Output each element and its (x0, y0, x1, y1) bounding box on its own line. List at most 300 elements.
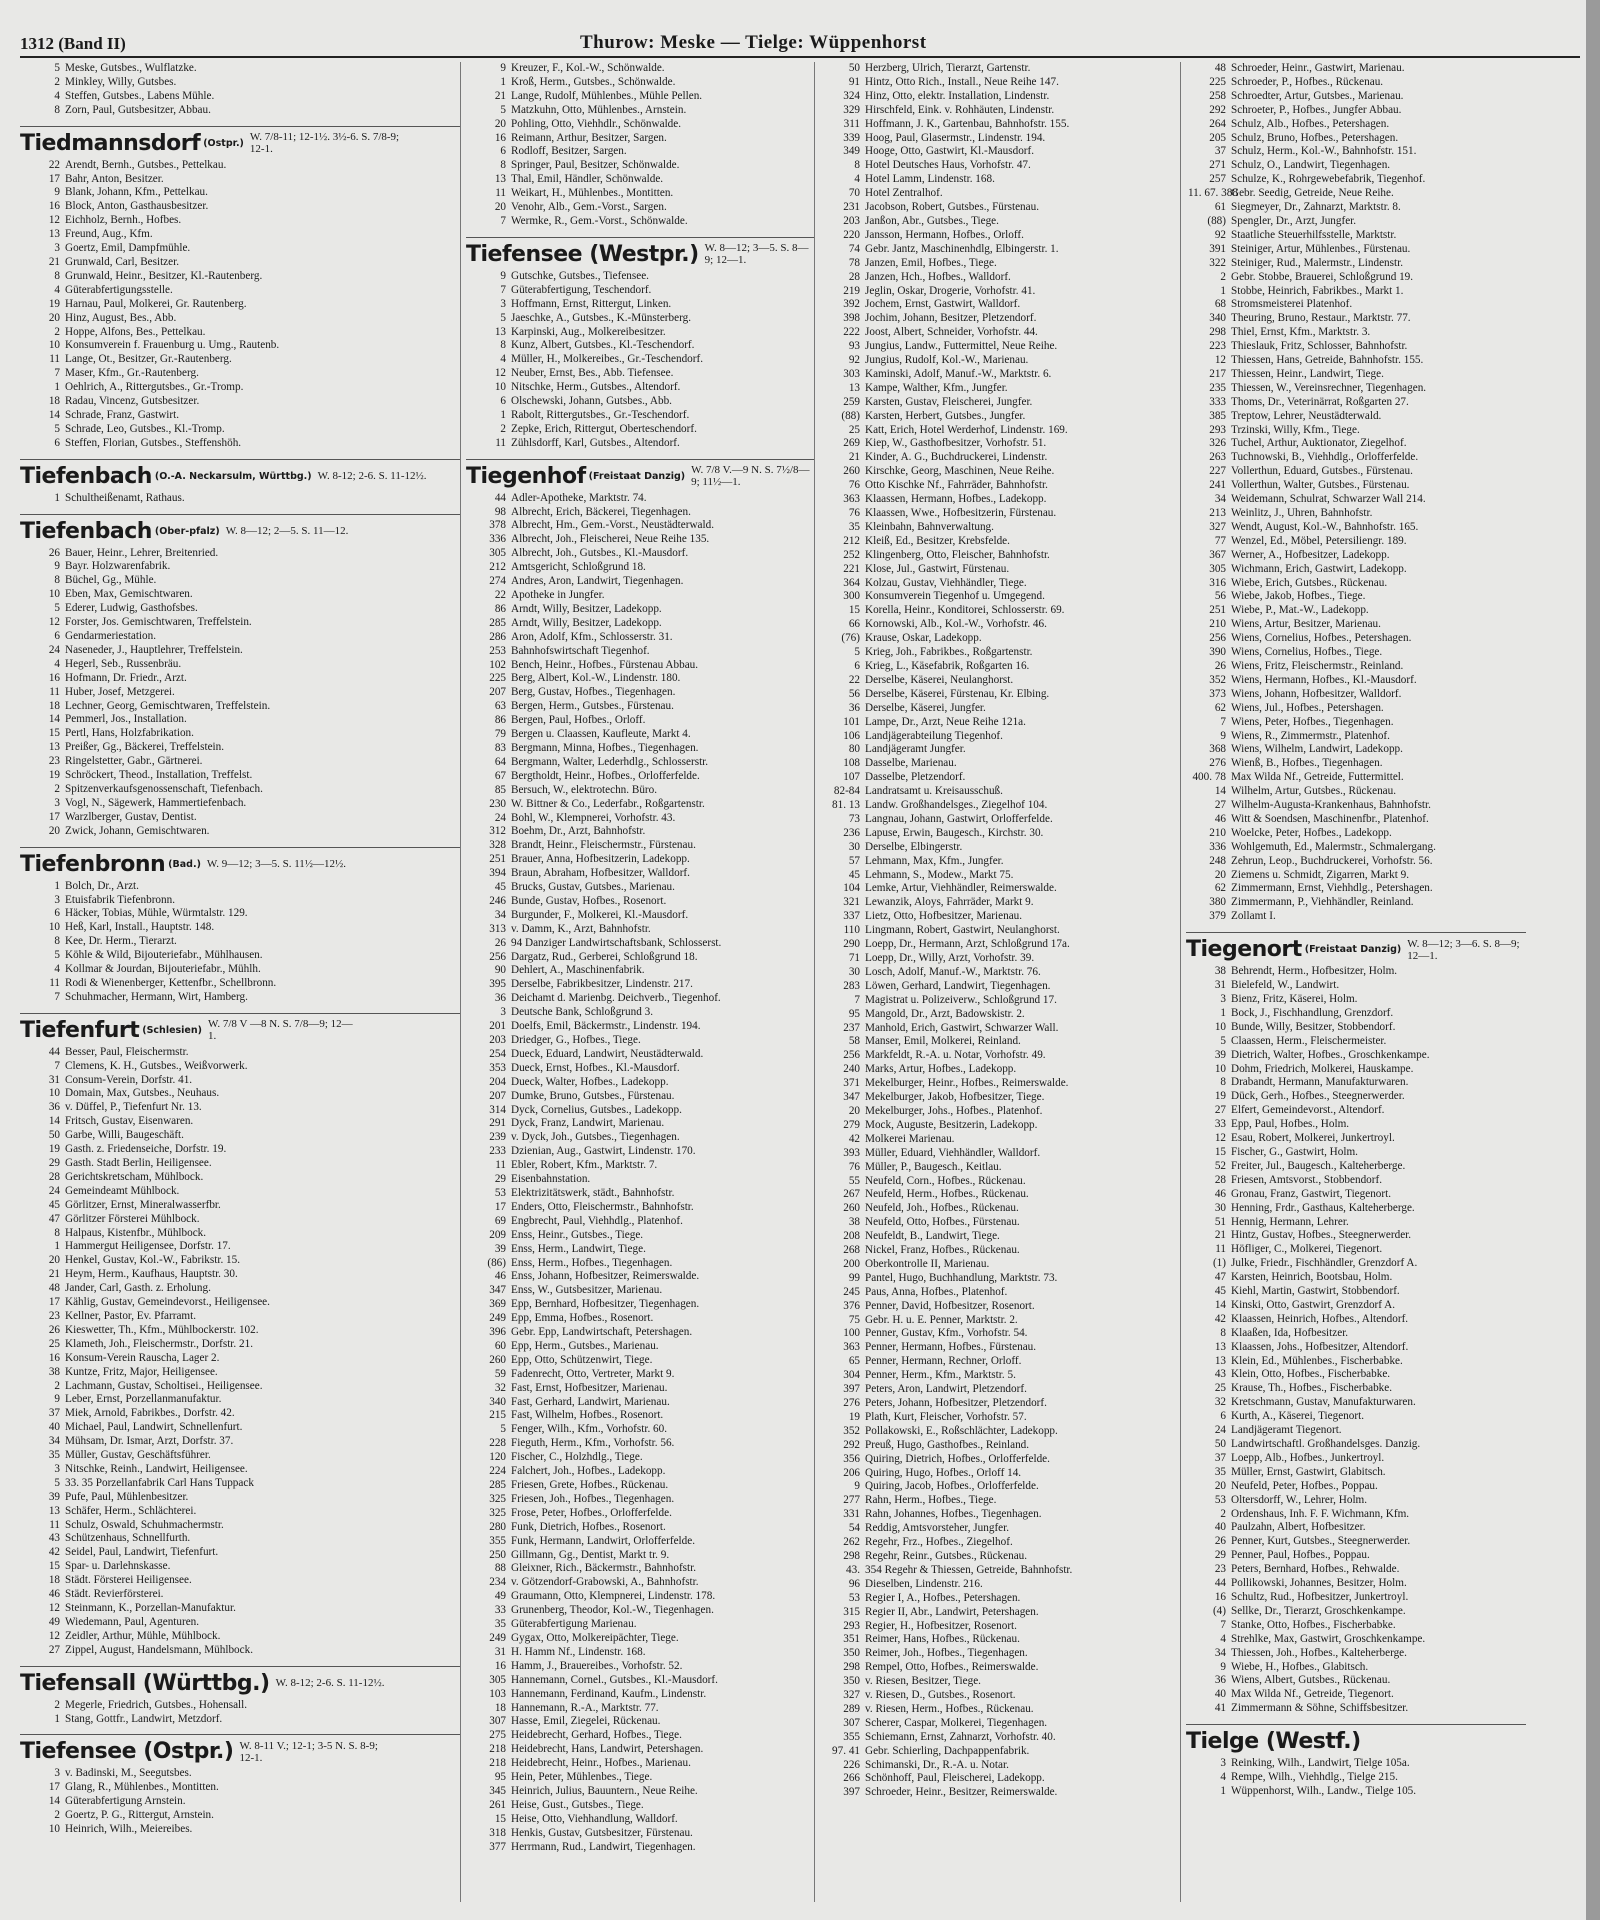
directory-entry (1186, 62, 1526, 76)
phone-number: 30 (1214, 1201, 1226, 1214)
directory-entry (820, 1480, 1180, 1494)
directory-entry (1186, 493, 1526, 507)
phone-number: 10 (48, 1087, 60, 1100)
phone-number: 29 (48, 1157, 60, 1169)
phone-number: (88) (1207, 214, 1226, 227)
phone-number: 237 (843, 1021, 860, 1034)
directory-entry (20, 284, 460, 298)
phone-number: 8 (54, 269, 60, 282)
subscriber-text: Bienz, Fritz, Käserei, Holm. (1231, 993, 1358, 1005)
directory-entry (820, 1745, 1180, 1759)
phone-number: 10 (48, 339, 60, 352)
subscriber-text: Max Wilda Nf., Getreide, Futtermittel. (1231, 771, 1404, 784)
directory-entry (820, 660, 1180, 674)
phone-number: 74 (848, 242, 860, 255)
phone-number: 5 (500, 1423, 506, 1436)
directory-entry (1186, 285, 1526, 299)
subscriber-text: Görlitzer, Ernst, Mineralwasserfbr. (65, 1198, 221, 1211)
directory-entry (820, 618, 1180, 632)
subscriber-text: Hooge, Otto, Gastwirt, Kl.-Mausdorf. (865, 145, 1035, 158)
phone-number: 261 (489, 1798, 506, 1811)
directory-entry (820, 1689, 1180, 1703)
subscriber-text: Blank, Johann, Kfm., Pettelkau. (65, 186, 208, 199)
subscriber-text: Epp, Emma, Hofbes., Rosenort. (511, 1312, 654, 1325)
phone-number: 23 (1214, 1563, 1226, 1576)
place-region: (Ober-pfalz) (154, 525, 220, 537)
phone-number: 76 (848, 507, 860, 519)
directory-entry (1186, 1285, 1526, 1299)
phone-number: 2 (54, 1698, 60, 1711)
directory-entry (1186, 1633, 1526, 1647)
phone-number: 45 (848, 868, 860, 881)
subscriber-text: v. Riesen, D., Gutsbes., Rosenort. (865, 1689, 1016, 1702)
subscriber-text: Mekelburger, Jakob, Hofbesitzer, Tiege. (865, 1091, 1045, 1104)
subscriber-text: Fast, Gerhard, Landwirt, Marienau. (511, 1395, 670, 1408)
phone-number: 316 (1209, 576, 1226, 589)
phone-number: 93 (848, 340, 860, 353)
phone-number: 12 (48, 616, 60, 629)
directory-entry (1186, 1452, 1526, 1466)
subscriber-text: Klaassen, Johs., Hofbesitzer, Altendorf. (1231, 1340, 1409, 1353)
directory-entry (20, 1213, 460, 1227)
subscriber-text: Epp, Paul, Hofbes., Holm. (1231, 1118, 1350, 1131)
directory-entry (1186, 1661, 1526, 1675)
subscriber-text: Kornowski, Alb., Kol.-W., Vorhofstr. 46. (865, 618, 1047, 631)
phone-number: 80 (848, 743, 860, 756)
directory-entry (20, 1046, 460, 1060)
subscriber-text: Güterabfertigung Marienau. (511, 1618, 637, 1631)
directory-entry (466, 1298, 814, 1312)
subscriber-text: Doelfs, Emil, Bäckermstr., Lindenstr. 194. (511, 1020, 701, 1033)
column-1 (20, 62, 461, 1902)
subscriber-text: Nickel, Franz, Hofbes., Rückenau. (865, 1244, 1020, 1257)
directory-entry (466, 1757, 814, 1771)
directory-entry (1186, 1785, 1526, 1799)
directory-entry (1186, 590, 1526, 604)
directory-entry (1186, 1771, 1526, 1785)
directory-entry (820, 312, 1180, 326)
phone-number: 315 (843, 1605, 860, 1618)
directory-entry (466, 1660, 814, 1674)
phone-number: 64 (494, 755, 506, 768)
phone-number: 8 (54, 574, 60, 587)
office-hours: W. 8-11 V.; 12-1; 3-5 N. S. 8-9; 12-1. (239, 1739, 378, 1764)
directory-entry (466, 867, 814, 881)
directory-entry (466, 1284, 814, 1298)
directory-entry (466, 603, 814, 617)
phone-number: 56 (1214, 590, 1226, 603)
directory-entry (1186, 382, 1526, 396)
phone-number: 82-84 (833, 785, 860, 798)
subscriber-text: Falchert, Joh., Hofbes., Ladekopp. (511, 1465, 666, 1478)
directory-entry (820, 1508, 1180, 1522)
directory-entry (1186, 1188, 1526, 1202)
subscriber-text: Katt, Erich, Hotel Werderhof, Lindenstr. 169. (865, 423, 1068, 436)
directory-entry (466, 1215, 814, 1229)
subscriber-text: Pemmerl, Jos., Installation. (65, 713, 187, 726)
phone-number: 364 (843, 576, 860, 589)
directory-entry (466, 1702, 814, 1716)
directory-entry (1186, 1299, 1526, 1313)
directory-entry (20, 991, 460, 1005)
place-name: Tiegenhof (466, 463, 586, 489)
directory-entry (1186, 979, 1526, 993)
phone-number: 11 (495, 436, 506, 449)
subscriber-text: Wüppenhorst, Wilh., Landw., Tielge 105. (1231, 1784, 1417, 1797)
directory-entry (820, 952, 1180, 966)
phone-number: 331 (843, 1508, 860, 1521)
subscriber-text: 354 Regehr & Thiessen, Getreide, Bahnhofstr. (865, 1563, 1073, 1576)
subscriber-text: Konsum-Verein Rauscha, Lager 2. (65, 1351, 220, 1364)
directory-entry (820, 229, 1180, 243)
phone-number: 48 (1214, 62, 1226, 74)
phone-number: 4 (54, 963, 60, 976)
directory-entry (1186, 1577, 1526, 1591)
subscriber-text: Molkerei Marienau. (865, 1132, 955, 1145)
directory-entry (466, 1423, 814, 1437)
directory-entry (466, 533, 814, 547)
phone-number: 203 (843, 214, 860, 227)
directory-entry (466, 1243, 814, 1257)
phone-number: 6 (500, 145, 506, 158)
phone-number: 204 (489, 1075, 506, 1088)
directory-entry (1186, 1438, 1526, 1452)
place-heading (20, 1666, 460, 1696)
phone-number: 31 (1214, 979, 1226, 992)
subscriber-text: Lampe, Dr., Arzt, Neue Reihe 121a. (865, 715, 1026, 728)
subscriber-text: Loepp, Alb., Hofbes., Junkertroyl. (1231, 1451, 1385, 1464)
subscriber-text: Hein, Peter, Mühlenbes., Tiege. (511, 1771, 653, 1784)
phone-number: 14 (48, 1115, 60, 1128)
directory-entry (20, 1491, 460, 1505)
phone-number: 14 (1214, 785, 1226, 798)
phone-number: 16 (48, 671, 60, 684)
directory-entry (20, 547, 460, 561)
subscriber-text: Henkis, Gustav, Gutsbesitzer, Fürstenau. (511, 1826, 693, 1839)
directory-entry (20, 256, 460, 270)
directory-entry (466, 1715, 814, 1729)
phone-number: 69 (494, 1214, 506, 1227)
phone-number: 212 (843, 534, 860, 547)
directory-entry (466, 1507, 814, 1521)
phone-number: 376 (843, 1299, 860, 1312)
subscriber-text: Landwirtschaftl. Großhandelsges. Danzig. (1231, 1438, 1421, 1450)
phone-number: 254 (489, 1047, 506, 1060)
phone-number: 286 (489, 630, 506, 643)
phone-number: 264 (1209, 117, 1226, 130)
subscriber-text: Fadenrecht, Otto, Vertreter, Markt 9. (511, 1367, 675, 1380)
directory-entry (820, 1606, 1180, 1620)
directory-entry (466, 728, 814, 742)
directory-entry (1186, 1396, 1526, 1410)
subscriber-text: Schroedter, Artur, Gutsbes., Marienau. (1231, 89, 1404, 102)
phone-number: 11 (49, 353, 60, 366)
phone-number: 1 (54, 1240, 60, 1253)
directory-entry (820, 1717, 1180, 1731)
phone-number: 380 (1209, 896, 1226, 909)
phone-number: 53 (494, 1186, 506, 1199)
subscriber-text: Behrendt, Herm., Hofbesitzer, Holm. (1231, 965, 1398, 978)
subscriber-text: Bock, J., Fischhandlung, Grenzdorf. (1231, 1006, 1394, 1019)
phone-number: 45 (48, 1198, 60, 1211)
directory-entry (20, 1463, 460, 1477)
phone-number: 205 (1209, 131, 1226, 144)
subscriber-text: Albrecht, Hm., Gem.-Vorst., Neustädterwald. (511, 519, 714, 532)
phone-number: 4 (500, 353, 506, 366)
place-heading (20, 459, 460, 489)
subscriber-text: Weinlitz, J., Uhren, Bahnhofstr. (1231, 507, 1373, 519)
phone-number: 101 (843, 715, 860, 728)
phone-number: 337 (843, 910, 860, 923)
directory-entry (466, 1117, 814, 1131)
phone-number: 285 (489, 616, 506, 629)
directory-entry (820, 145, 1180, 159)
directory-entry (1186, 965, 1526, 979)
directory-entry (1186, 1674, 1526, 1688)
directory-entry (466, 145, 814, 159)
subscriber-text: Amtsgericht, Schloßgrund 18. (511, 561, 646, 574)
subscriber-text: Tuchel, Arthur, Auktionator, Ziegelhof. (1231, 437, 1407, 450)
phone-number: 73 (848, 812, 860, 825)
subscriber-text: Derselbe, Elbingerstr. (865, 840, 963, 853)
subscriber-text: Schrade, Leo, Gutsbes., Kl.-Tromp. (65, 422, 225, 435)
directory-entry (466, 992, 814, 1006)
subscriber-text: Epp, Herm., Gutsbes., Marienau. (511, 1339, 659, 1352)
directory-entry (820, 1703, 1180, 1717)
subscriber-text: Wiens, Fritz, Fleischermstr., Reinland. (1231, 659, 1404, 672)
directory-entry (20, 755, 460, 769)
directory-entry (820, 1175, 1180, 1189)
phone-number: 15 (48, 727, 60, 740)
directory-entry (820, 535, 1180, 549)
subscriber-text: Zwick, Johann, Gemischtwaren. (65, 824, 210, 837)
directory-entry (466, 951, 814, 965)
phone-number: 11 (49, 1518, 60, 1531)
directory-entry (20, 658, 460, 672)
subscriber-text: Oberkontrolle II, Marienau. (865, 1257, 990, 1270)
subscriber-text: Schrade, Franz, Gastwirt. (65, 408, 180, 421)
subscriber-text: Kinski, Otto, Gastwirt, Grenzdorf A. (1231, 1298, 1396, 1311)
directory-entry (466, 1173, 814, 1187)
directory-entry (20, 560, 460, 574)
phone-number: 2 (54, 782, 60, 795)
phone-number: 46 (48, 1588, 60, 1601)
phone-number: 9 (1220, 1660, 1226, 1673)
phone-number: 5 (1220, 1034, 1226, 1047)
subscriber-text: Wiens, Wilhelm, Landwirt, Ladekopp. (1231, 743, 1403, 756)
phone-number: 24 (1214, 1424, 1226, 1437)
directory-entry (1186, 549, 1526, 563)
directory-entry (20, 200, 460, 214)
phone-number: 46 (494, 1270, 506, 1283)
subscriber-text: Dueck, Eduard, Landwirt, Neustädterwald. (511, 1047, 704, 1060)
phone-number: 248 (1209, 854, 1226, 867)
directory-entry (820, 577, 1180, 591)
phone-number: 26 (48, 546, 60, 559)
phone-number: 1 (1220, 1006, 1226, 1019)
phone-number: 95 (494, 1771, 506, 1784)
subscriber-text: Müller, P., Baugesch., Keitlau. (865, 1160, 1002, 1173)
phone-number: 276 (1209, 757, 1226, 770)
subscriber-text: Vogl, N., Sägewerk, Hammertiefenbach. (65, 796, 247, 809)
subscriber-text: Regier I, A., Hofbes., Petershagen. (865, 1591, 1021, 1604)
phone-number: 12 (48, 214, 60, 227)
phone-number: 305 (489, 1673, 506, 1686)
directory-entry (466, 1131, 814, 1145)
directory-entry (1186, 1257, 1526, 1271)
phone-number: 11 (49, 685, 60, 698)
phone-number: 40 (1214, 1521, 1226, 1534)
subscriber-text: Regehr, Frz., Hofbes., Ziegelhof. (865, 1536, 1013, 1549)
directory-entry (1186, 1563, 1526, 1577)
directory-entry (466, 104, 814, 118)
phone-number: 227 (1209, 465, 1226, 478)
subscriber-text: Jaeschke, A., Gutsbes., K.-Münsterberg. (511, 311, 692, 324)
phone-number: 305 (489, 547, 506, 560)
phone-number: 18 (48, 699, 60, 712)
directory-entry (466, 1104, 814, 1118)
directory-entry (820, 1425, 1180, 1439)
phone-number: 38 (1214, 965, 1226, 978)
subscriber-text: Krieg, L., Käsefabrik, Roßgarten 16. (865, 659, 1030, 672)
place-region: (O.-A. Neckarsulm, Württbg.) (154, 470, 312, 482)
phone-number: 275 (489, 1729, 506, 1742)
subscriber-text: Fenger, Wilh., Kfm., Vorhofstr. 60. (511, 1423, 668, 1436)
subscriber-text: Fast, Ernst, Hofbesitzer, Marienau. (511, 1381, 668, 1394)
subscriber-text: Schönhoff, Paul, Fleischerei, Ladekopp. (865, 1772, 1045, 1785)
subscriber-text: Kiehl, Martin, Gastwirt, Stobbendorf. (1231, 1285, 1400, 1298)
directory-entry (820, 1772, 1180, 1786)
phone-number: 210 (1209, 618, 1226, 631)
subscriber-text: Pollakowski, E., Roßschlächter, Ladekopp. (865, 1424, 1058, 1437)
subscriber-text: Magistrat u. Polizeiverw., Schloßgrund 17. (865, 993, 1057, 1006)
directory-entry (466, 1437, 814, 1451)
subscriber-text: Zepke, Erich, Rittergut, Oberteschendorf. (511, 422, 697, 435)
subscriber-text: Hegerl, Seb., Russenbräu. (65, 657, 182, 670)
phone-number: 36 (494, 992, 506, 1005)
subscriber-text: Heidebrecht, Heinr., Hofbes., Marienau. (511, 1757, 691, 1770)
directory-entry (1186, 507, 1526, 521)
phone-number: 78 (848, 256, 860, 269)
phone-number: 351 (843, 1633, 860, 1646)
subscriber-text: Dasselbe, Pletzendorf. (865, 771, 966, 784)
subscriber-text: Huber, Josef, Metzgerei. (65, 685, 175, 698)
directory-entry (20, 1074, 460, 1088)
subscriber-text: Eben, Max, Gemischtwaren. (65, 588, 193, 601)
directory-entry (466, 547, 814, 561)
directory-entry (1186, 799, 1526, 813)
subscriber-text: Springer, Paul, Besitzer, Schönwalde. (511, 159, 680, 172)
subscriber-text: Stromsmeisterei Platenhof. (1231, 298, 1353, 311)
phone-number: 9 (500, 62, 506, 74)
subscriber-text: Peters, Bernhard, Hofbes., Rehwalde. (1231, 1563, 1400, 1576)
directory-entry (20, 104, 460, 118)
subscriber-text: Steiniger, Rud., Malermstr., Lindenstr. (1231, 256, 1404, 269)
subscriber-text: Domain, Max, Gutsbes., Neuhaus. (65, 1087, 220, 1100)
phone-number: 13 (1214, 1340, 1226, 1353)
phone-number: 47 (48, 1212, 60, 1225)
phone-number: 4 (1220, 1632, 1226, 1645)
phone-number: 1 (500, 408, 506, 421)
phone-number: 209 (489, 1228, 506, 1241)
directory-entry (20, 1421, 460, 1435)
place-name: Tiefensall (Württbg.) (20, 1670, 270, 1696)
subscriber-text: Derselbe, Käserei, Jungfer. (865, 701, 986, 714)
directory-entry (820, 1494, 1180, 1508)
directory-entry (466, 1688, 814, 1702)
subscriber-text: Heise, Gust., Gutsbes., Tiege. (511, 1798, 644, 1811)
subscriber-text: Staatliche Steuerhilfsstelle, Marktstr. (1231, 228, 1397, 241)
directory-entry (820, 910, 1180, 924)
subscriber-text: Berg, Albert, Kol.-W., Lindenstr. 180. (511, 672, 681, 685)
directory-entry (1186, 1090, 1526, 1104)
subscriber-text: Dueck, Walter, Hofbes., Ladekopp. (511, 1075, 669, 1088)
phone-number: 30 (848, 965, 860, 978)
subscriber-text: Rempe, Wilh., Viehhdlg., Tielge 215. (1231, 1771, 1398, 1784)
directory-entry (1186, 1521, 1526, 1535)
phone-number: 363 (843, 493, 860, 506)
directory-entry (20, 1324, 460, 1338)
subscriber-text: Klose, Jul., Gastwirt, Fürstenau. (865, 562, 1010, 575)
phone-number: 42 (848, 1132, 860, 1145)
subscriber-text: Wichmann, Erich, Gastwirt, Ladekopp. (1231, 562, 1407, 575)
phone-number: 325 (489, 1492, 506, 1505)
phone-number: 225 (1209, 75, 1226, 88)
subscriber-text: Stanke, Otto, Hofbes., Fischerbabke. (1231, 1618, 1396, 1631)
directory-entry (820, 159, 1180, 173)
phone-number: 307 (489, 1715, 506, 1728)
subscriber-text: Hofmann, Dr. Friedr., Arzt. (65, 671, 187, 684)
phone-number: 212 (489, 561, 506, 574)
phone-number: 34 (1214, 1646, 1226, 1659)
subscriber-text: Müller, Ernst, Gastwirt, Glabitsch. (1231, 1465, 1386, 1478)
subscriber-text: Kellner, Pastor, Ev. Pfarramt. (65, 1309, 197, 1322)
directory-entry (820, 521, 1180, 535)
subscriber-text: Kroß, Herm., Gutsbes., Schönwalde. (511, 75, 676, 88)
directory-entry (20, 1129, 460, 1143)
subscriber-text: Lange, Ot., Besitzer, Gr.-Rautenberg. (65, 353, 232, 366)
phone-number: 20 (494, 201, 506, 214)
subscriber-text: Bielefeld, W., Landwirt. (1231, 979, 1340, 992)
subscriber-text: Zehrun, Leop., Buchdruckerei, Vorhofstr. 56. (1231, 854, 1433, 867)
phone-number: 260 (843, 465, 860, 478)
phone-number: 90 (494, 964, 506, 977)
directory-entry (466, 62, 814, 76)
phone-number: 210 (1209, 826, 1226, 839)
subscriber-text: Garbe, Willi, Baugeschäft. (65, 1129, 184, 1142)
directory-entry (20, 1254, 460, 1268)
place-name: Tiefenbach (20, 518, 152, 544)
phone-number: 223 (1209, 340, 1226, 353)
phone-number: 76 (848, 479, 860, 492)
directory-entry (466, 1382, 814, 1396)
phone-number: 49 (494, 1590, 506, 1603)
subscriber-text: Landjägerabteilung Tiegenhof. (865, 729, 1003, 742)
subscriber-text: Enss, Herm., Hofbes., Tiegenhagen. (511, 1256, 673, 1269)
subscriber-text: Kolzau, Gustav, Viehhändler, Tiege. (865, 576, 1027, 589)
phone-number: 34 (1214, 493, 1226, 506)
subscriber-text: Häcker, Tobias, Mühle, Würmtalstr. 129. (65, 907, 248, 920)
subscriber-text: Gebr. Epp, Landwirtschaft, Petershagen. (511, 1326, 693, 1339)
phone-number: 31 (48, 1073, 60, 1086)
directory-entry (466, 1521, 814, 1535)
phone-number: 371 (843, 1077, 860, 1090)
directory-entry (20, 1616, 460, 1630)
place-heading (20, 1013, 460, 1043)
phone-number: 8 (500, 339, 506, 352)
subscriber-text: Neufeld, Herm., Hofbes., Rückenau. (865, 1188, 1029, 1201)
directory-entry (466, 76, 814, 90)
